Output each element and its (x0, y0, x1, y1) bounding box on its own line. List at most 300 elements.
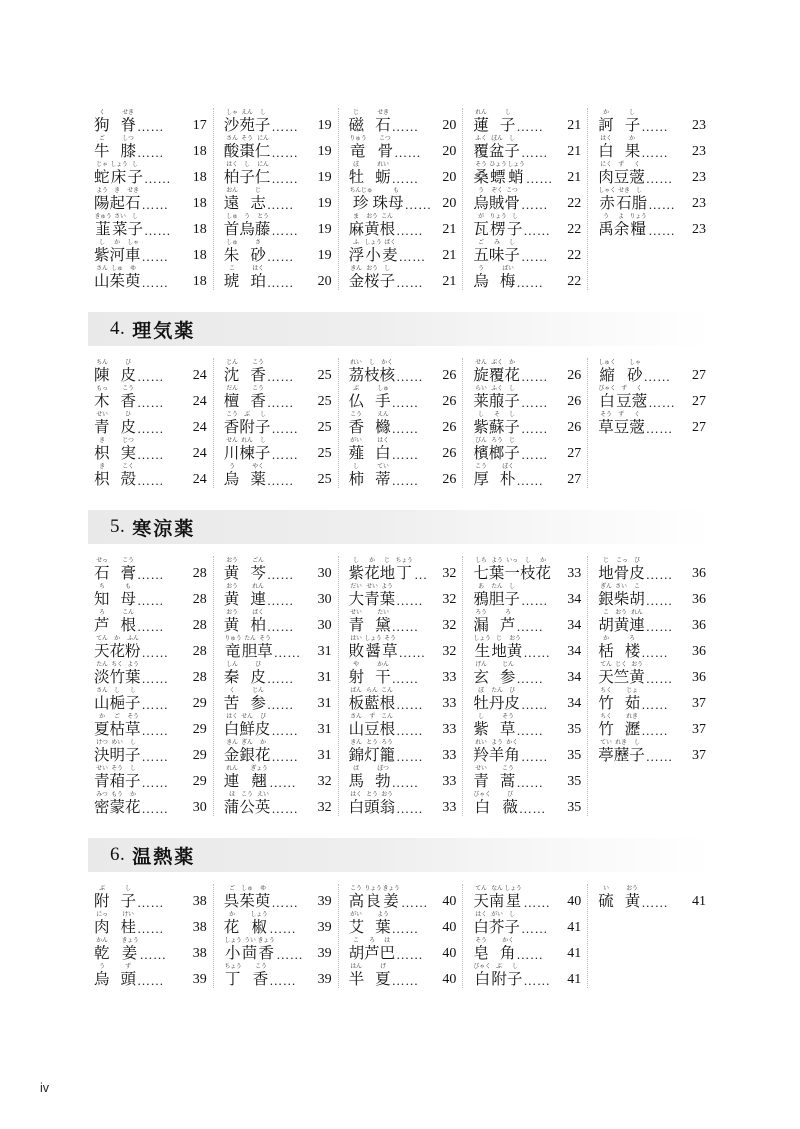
index-entry[interactable] (349, 436, 457, 462)
index-entry[interactable] (598, 884, 706, 910)
index-entry[interactable] (94, 556, 207, 582)
ruby-char (121, 463, 137, 488)
ruby-char (489, 437, 505, 462)
furigana-reading: びゃく (473, 963, 491, 970)
kanji-char: 竺 (613, 668, 630, 686)
kanji-char: 芥 (488, 918, 505, 936)
section-header (88, 510, 712, 544)
ruby-char (473, 385, 489, 410)
index-entry[interactable] (224, 462, 332, 488)
kanji-char: 葙 (109, 772, 126, 790)
dot-leader: …… (271, 223, 299, 238)
index-entry[interactable] (224, 556, 332, 582)
kanji-char: 白 (599, 392, 615, 410)
kanji-char: 楼 (624, 642, 641, 660)
herb-name (598, 411, 645, 436)
entry-page-number: 40 (442, 894, 457, 909)
ruby-char (489, 911, 505, 936)
index-entry[interactable] (94, 462, 207, 488)
entry-page-number: 31 (317, 748, 332, 763)
furigana-reading: し (259, 411, 266, 418)
index-entry[interactable] (94, 790, 207, 816)
index-entry[interactable] (598, 556, 706, 582)
furigana-reading: せい (96, 765, 108, 772)
index-entry[interactable] (473, 738, 581, 764)
kanji-char: 旋 (473, 366, 489, 384)
herb-name (224, 911, 268, 936)
ruby-char (598, 213, 614, 238)
furigana-reading: せっ (96, 557, 108, 564)
index-entry[interactable] (94, 186, 207, 212)
ruby-char (625, 687, 641, 712)
furigana-reading: とう (366, 791, 378, 798)
ruby-char (255, 437, 271, 462)
ruby-char (255, 161, 271, 186)
ruby-char (364, 687, 380, 712)
index-entry[interactable] (473, 212, 581, 238)
index-entry[interactable] (224, 660, 332, 686)
kanji-char: 仁 (254, 168, 271, 186)
index-entry[interactable] (94, 410, 207, 436)
index-entry[interactable] (598, 186, 706, 212)
entry-page-number: 23 (691, 196, 706, 211)
kanji-char: 花 (223, 918, 240, 936)
index-entry[interactable] (349, 264, 457, 290)
index-entry[interactable] (94, 686, 207, 712)
ruby-char (127, 161, 143, 186)
entry-page-number: 21 (567, 170, 582, 185)
ruby-char (504, 583, 520, 608)
kanji-char: 青 (94, 418, 110, 436)
index-entry[interactable] (473, 712, 581, 738)
kanji-char: 砂 (627, 366, 643, 384)
index-entry[interactable] (349, 634, 457, 660)
herb-name (224, 239, 266, 264)
furigana-reading: そう (384, 635, 396, 642)
index-entry[interactable] (349, 686, 457, 712)
index-entry[interactable] (598, 738, 706, 764)
index-entry[interactable] (349, 884, 457, 910)
kanji-char: 竜 (225, 642, 241, 660)
kanji-char: 地 (491, 642, 507, 660)
index-entry[interactable] (473, 410, 581, 436)
kanji-char: 竜 (349, 142, 366, 160)
furigana-reading: ばい (501, 265, 514, 272)
entry-page-number: 35 (567, 722, 582, 737)
index-entry[interactable] (598, 160, 706, 186)
index-entry[interactable] (598, 410, 706, 436)
ruby-char (349, 713, 365, 738)
furigana-reading: し (629, 109, 636, 116)
kanji-char: 連 (629, 616, 645, 634)
ruby-char (224, 911, 240, 936)
furigana-reading: ゆ (259, 885, 266, 892)
index-entry[interactable] (94, 212, 207, 238)
index-entry[interactable] (224, 410, 332, 436)
drug-category-section (88, 838, 712, 988)
ruby-char (94, 437, 110, 462)
ruby-char (224, 437, 240, 462)
herb-name (598, 135, 640, 160)
ruby-char (373, 187, 389, 212)
kanji-char: 山 (94, 272, 110, 290)
ruby-char (239, 739, 255, 764)
dot-leader: …… (266, 567, 294, 582)
index-entry[interactable] (224, 108, 332, 134)
index-entry[interactable] (349, 608, 457, 634)
index-entry[interactable] (473, 582, 581, 608)
kanji-char: 葶 (598, 746, 614, 764)
index-entry[interactable] (473, 108, 581, 134)
dot-leader: …… (391, 619, 419, 634)
kanji-char: 茹 (624, 694, 641, 712)
index-entry[interactable] (473, 884, 581, 910)
index-entry[interactable] (473, 160, 581, 186)
herb-name (473, 109, 515, 134)
ruby-char (507, 963, 523, 988)
furigana-reading: はく (350, 791, 363, 798)
ruby-char (349, 791, 365, 816)
ruby-char (94, 937, 110, 962)
ruby-char (110, 661, 126, 686)
ruby-char (388, 187, 404, 212)
index-entry[interactable] (473, 936, 581, 962)
entry-page-number: 26 (442, 472, 457, 487)
ruby-char (121, 385, 137, 410)
ruby-char (614, 213, 630, 238)
index-entry[interactable] (473, 910, 581, 936)
kanji-char: 天 (94, 642, 110, 660)
index-entry[interactable] (349, 462, 457, 488)
herb-name (224, 885, 271, 910)
furigana-reading: し (353, 463, 360, 470)
index-entry[interactable] (94, 936, 207, 962)
entry-page-number: 21 (567, 118, 582, 133)
furigana-reading: ぴ (509, 687, 516, 694)
index-entry[interactable] (349, 738, 457, 764)
kanji-char: 角 (499, 944, 516, 962)
kanji-char: 子 (624, 116, 641, 134)
furigana-reading: し (129, 687, 136, 694)
entry-column (213, 108, 338, 290)
index-entry[interactable] (224, 712, 332, 738)
index-entry[interactable] (224, 436, 332, 462)
furigana-reading: かく (501, 937, 514, 944)
furigana-reading: れん (252, 583, 264, 590)
ruby-char (349, 661, 365, 686)
index-entry[interactable] (349, 582, 457, 608)
index-entry[interactable] (224, 160, 332, 186)
herb-name (473, 213, 522, 238)
ruby-char (125, 187, 141, 212)
index-entry[interactable] (598, 358, 706, 384)
index-entry[interactable] (598, 582, 706, 608)
ruby-char (224, 687, 240, 712)
index-entry[interactable] (224, 134, 332, 160)
index-entry[interactable] (224, 884, 332, 910)
kanji-char: 石 (616, 194, 632, 212)
kanji-char: 枝 (519, 564, 536, 582)
furigana-reading: めい (111, 739, 123, 746)
index-entry[interactable] (598, 134, 706, 160)
herb-name (349, 963, 391, 988)
index-entry[interactable] (94, 764, 207, 790)
furigana-reading: びゃく (598, 385, 616, 392)
kanji-char: 白 (348, 798, 365, 816)
index-entry[interactable] (224, 910, 332, 936)
kanji-char: 花 (254, 746, 271, 764)
index-entry[interactable] (473, 134, 581, 160)
furigana-reading: しゃ (127, 239, 139, 246)
section-title: 寒涼薬 (132, 517, 196, 540)
index-entry[interactable] (349, 936, 457, 962)
furigana-reading: か (259, 739, 266, 746)
entry-page-number: 33 (442, 748, 457, 763)
index-entry[interactable] (349, 556, 457, 582)
index-entry[interactable] (598, 608, 706, 634)
entry-column (88, 556, 213, 816)
ruby-char (491, 963, 507, 988)
index-entry[interactable] (224, 608, 332, 634)
index-entry[interactable] (224, 264, 332, 290)
index-entry[interactable] (598, 660, 706, 686)
index-entry[interactable] (349, 134, 457, 160)
index-entry[interactable] (473, 790, 581, 816)
index-entry[interactable] (473, 556, 581, 582)
index-entry[interactable] (94, 436, 207, 462)
entry-page-number: 28 (192, 592, 207, 607)
index-entry[interactable] (224, 686, 332, 712)
ruby-char (364, 213, 380, 238)
index-entry[interactable] (349, 358, 457, 384)
index-entry[interactable] (224, 186, 332, 212)
furigana-reading: おう (366, 265, 378, 272)
herb-name (598, 161, 645, 186)
furigana-reading: そう (111, 765, 123, 772)
entry-page-number: 29 (192, 696, 207, 711)
index-entry[interactable] (349, 660, 457, 686)
ruby-char (250, 359, 266, 384)
kanji-char: 桂 (120, 918, 137, 936)
ruby-char (489, 687, 505, 712)
dot-leader: …… (394, 145, 422, 160)
index-entry[interactable] (224, 738, 332, 764)
furigana-reading: ばん (350, 687, 363, 694)
furigana-reading: う (98, 963, 105, 970)
kanji-char: 芦 (499, 616, 516, 634)
dot-leader: …… (266, 473, 294, 488)
index-entry[interactable] (94, 660, 207, 686)
index-entry[interactable] (94, 134, 207, 160)
ruby-char (380, 713, 396, 738)
index-entry[interactable] (94, 160, 207, 186)
index-entry[interactable] (94, 910, 207, 936)
index-entry[interactable] (473, 660, 581, 686)
dot-leader: …… (391, 119, 419, 134)
ruby-char (94, 411, 110, 436)
ruby-char (473, 109, 489, 134)
furigana-reading: ちょう (395, 557, 413, 564)
furigana-reading: し (132, 161, 139, 168)
index-entry[interactable] (224, 384, 332, 410)
index-entry[interactable] (94, 634, 207, 660)
index-entry[interactable] (224, 238, 332, 264)
entry-page-number: 22 (567, 222, 582, 237)
index-entry[interactable] (224, 634, 332, 660)
index-entry[interactable] (349, 410, 457, 436)
ruby-char (239, 791, 255, 816)
kanji-char: 檀 (223, 392, 240, 410)
ruby-char (224, 937, 242, 962)
ruby-char (125, 765, 141, 790)
index-entry[interactable] (94, 384, 207, 410)
herb-name (598, 885, 640, 910)
kanji-char: 白 (474, 970, 491, 988)
index-entry[interactable] (473, 608, 581, 634)
index-entry[interactable] (349, 384, 457, 410)
furigana-reading: ぎょう (250, 765, 268, 772)
kanji-char: 決 (94, 746, 110, 764)
index-entry[interactable] (94, 238, 207, 264)
index-entry[interactable] (473, 634, 581, 660)
furigana-reading: おう (626, 885, 639, 892)
kanji-char: 胆 (241, 642, 258, 660)
index-entry[interactable] (224, 212, 332, 238)
index-entry[interactable] (598, 212, 706, 238)
index-entry[interactable] (224, 962, 332, 988)
index-entry[interactable] (473, 962, 581, 988)
index-entry[interactable] (349, 238, 457, 264)
kanji-char: 胡 (629, 590, 645, 608)
kanji-char: 枳 (94, 470, 110, 488)
ruby-char (473, 463, 489, 488)
furigana-reading: こう (252, 385, 264, 392)
ruby-char (224, 557, 240, 582)
kanji-char: 姜 (383, 892, 399, 910)
kanji-char: 紫 (94, 246, 110, 264)
ruby-char (629, 557, 645, 582)
index-entry[interactable] (473, 686, 581, 712)
herb-name (224, 583, 266, 608)
ruby-char (378, 135, 394, 160)
index-entry[interactable] (598, 384, 706, 410)
kanji-char: 縮 (599, 366, 615, 384)
entry-page-number: 18 (192, 222, 207, 237)
index-entry[interactable] (94, 884, 207, 910)
index-entry[interactable] (473, 384, 581, 410)
ruby-char (253, 963, 269, 988)
index-entry[interactable] (94, 738, 207, 764)
dot-leader: …… (137, 145, 165, 160)
kanji-char: 良 (365, 892, 381, 910)
index-entry[interactable] (94, 108, 207, 134)
dot-leader: …… (271, 447, 299, 462)
index-entry[interactable] (473, 238, 581, 264)
index-entry[interactable] (224, 764, 332, 790)
ruby-char (239, 411, 255, 436)
ruby-char (121, 609, 137, 634)
index-entry[interactable] (349, 712, 457, 738)
kanji-char: 青 (348, 616, 365, 634)
index-entry[interactable] (473, 462, 581, 488)
index-entry[interactable] (94, 582, 207, 608)
ruby-char (349, 609, 365, 634)
ruby-char (504, 359, 520, 384)
kanji-char: 胡 (598, 616, 614, 634)
ruby-char (473, 213, 489, 238)
index-entry[interactable] (94, 264, 207, 290)
ruby-char (125, 265, 141, 290)
index-entry[interactable] (349, 764, 457, 790)
index-entry[interactable] (473, 436, 581, 462)
index-entry[interactable] (349, 108, 457, 134)
furigana-reading: きゅう (94, 213, 112, 220)
kanji-char: 脊 (120, 116, 137, 134)
index-entry[interactable] (224, 582, 332, 608)
ruby-char (250, 583, 266, 608)
kanji-char: 石 (125, 194, 141, 212)
kanji-char: 牡 (348, 168, 365, 186)
entry-page-number: 29 (192, 774, 207, 789)
index-entry[interactable] (473, 358, 581, 384)
index-entry[interactable] (94, 608, 207, 634)
herb-name (94, 609, 136, 634)
furigana-reading: ぎん (241, 739, 253, 746)
furigana-reading: けい (122, 911, 134, 918)
index-entry[interactable] (349, 212, 457, 238)
kanji-char: 椒 (251, 918, 268, 936)
furigana-reading: せん (475, 359, 487, 366)
index-entry[interactable] (349, 186, 457, 212)
entry-page-number: 41 (567, 920, 582, 935)
index-entry[interactable] (94, 358, 207, 384)
index-entry[interactable] (349, 160, 457, 186)
kanji-char: 瓦 (473, 220, 489, 238)
index-entry[interactable] (473, 186, 581, 212)
index-entry[interactable] (349, 910, 457, 936)
furigana-reading: ぶく (490, 359, 503, 366)
ruby-char (250, 609, 266, 634)
entry-page-number: 17 (192, 118, 207, 133)
ruby-char (125, 661, 141, 686)
index-entry[interactable] (94, 712, 207, 738)
index-entry[interactable] (94, 962, 207, 988)
index-entry[interactable] (598, 686, 706, 712)
index-entry[interactable] (598, 712, 706, 738)
index-entry[interactable] (224, 936, 332, 962)
entry-page-number: 34 (567, 696, 582, 711)
furigana-reading: ほ (228, 791, 235, 798)
herb-name (94, 463, 136, 488)
entry-column (88, 108, 213, 290)
ruby-char (224, 239, 240, 264)
index-entry[interactable] (224, 790, 332, 816)
kanji-char: 翹 (251, 772, 268, 790)
index-entry[interactable] (598, 634, 706, 660)
ruby-char (598, 411, 614, 436)
index-entry[interactable] (349, 962, 457, 988)
index-entry[interactable] (473, 264, 581, 290)
kanji-char: 粉 (125, 642, 141, 660)
index-entry[interactable] (349, 790, 457, 816)
herb-name (224, 963, 268, 988)
ruby-char (491, 635, 507, 660)
entry-page-number: 26 (567, 368, 582, 383)
ruby-char (349, 911, 365, 936)
index-entry[interactable] (224, 358, 332, 384)
index-entry[interactable] (473, 764, 581, 790)
index-entry[interactable] (598, 108, 706, 134)
